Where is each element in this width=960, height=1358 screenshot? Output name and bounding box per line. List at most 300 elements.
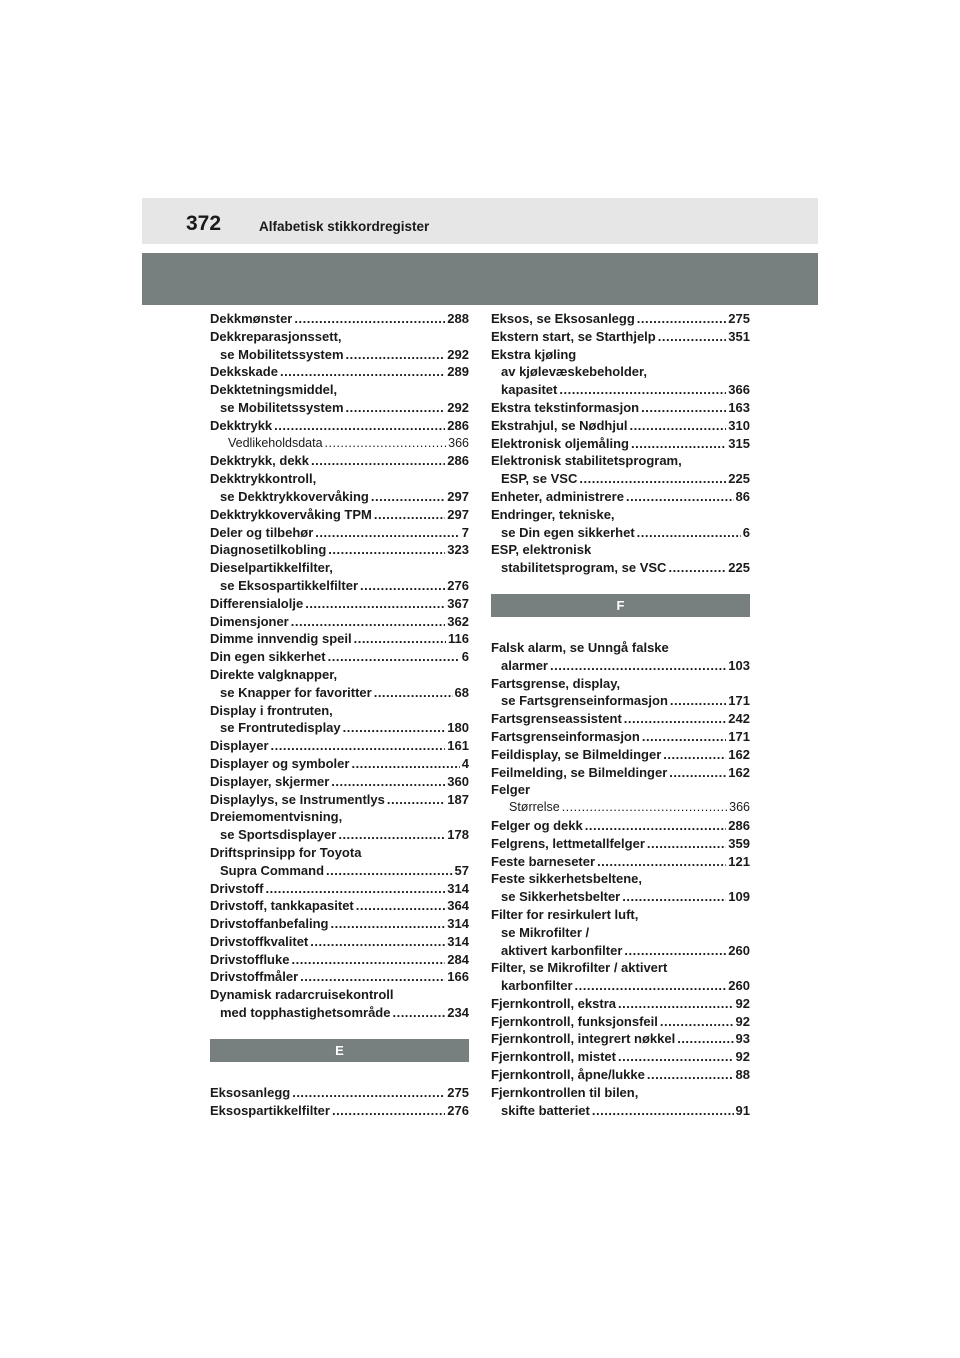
entry-line	[491, 746, 750, 764]
index-entry	[491, 506, 750, 542]
section-banner	[142, 253, 818, 305]
dot-leader	[346, 399, 446, 417]
entry-line	[210, 933, 469, 951]
dot-leader	[274, 417, 445, 435]
sub-entry-line	[491, 799, 750, 817]
page-reference[interactable]: 359	[728, 835, 750, 851]
index-entry	[210, 470, 469, 506]
section-header-f: F	[491, 594, 750, 617]
entry-line	[210, 488, 469, 506]
entry-line	[210, 1084, 469, 1102]
entry-line	[210, 452, 469, 470]
index-entry	[491, 488, 750, 506]
entry-line	[491, 417, 750, 435]
index-entry	[210, 933, 469, 951]
entry-line	[491, 942, 750, 960]
dot-leader	[647, 835, 726, 853]
index-entry	[491, 310, 750, 328]
index-entry	[210, 666, 469, 702]
entry-heading-line: Direkte valgknapper,	[210, 666, 338, 682]
entry-text: karbonfilter	[501, 978, 573, 994]
dot-leader	[559, 381, 726, 399]
dot-leader	[668, 559, 726, 577]
entry-line	[491, 1102, 750, 1120]
entry-line	[210, 524, 469, 542]
entry-text: Dimensjoner	[210, 613, 289, 629]
entry-line	[491, 524, 750, 542]
entry-line	[210, 1004, 469, 1022]
page-reference[interactable]: 234	[447, 1005, 469, 1021]
page-reference[interactable]: 367	[447, 595, 469, 611]
dot-leader	[392, 1004, 445, 1022]
dot-leader	[374, 506, 445, 524]
page-reference[interactable]: 288	[447, 311, 469, 326]
page-reference[interactable]: 4	[461, 755, 469, 771]
index-entry	[210, 524, 469, 542]
index-entry	[491, 1084, 750, 1120]
entry-text: Ekstrahjul, se Nødhjul	[491, 417, 628, 433]
dot-leader	[343, 719, 446, 737]
entry-line	[210, 506, 469, 524]
index-entry	[210, 541, 469, 559]
page-reference[interactable]: 180	[447, 720, 469, 736]
dot-leader	[300, 968, 445, 986]
dot-leader	[624, 710, 727, 728]
dot-leader	[271, 737, 446, 755]
entry-heading-line: Ekstra kjøling	[491, 346, 577, 362]
index-entry	[210, 880, 469, 898]
page-reference[interactable]: 57	[454, 862, 469, 878]
entry-line	[210, 613, 469, 631]
page-reference[interactable]: 366	[448, 435, 469, 450]
index-entry	[491, 417, 750, 435]
page-reference[interactable]: 314	[447, 880, 469, 896]
index-entry	[210, 915, 469, 933]
entry-line	[210, 897, 469, 915]
page-reference[interactable]: 275	[728, 311, 750, 326]
page-reference[interactable]: 351	[728, 328, 750, 344]
dot-leader	[265, 880, 445, 898]
entry-heading-line: Fartsgrense, display,	[491, 675, 621, 691]
page-number: 372	[186, 212, 222, 235]
index-entry	[491, 870, 750, 906]
entry-line	[210, 791, 469, 809]
entry-text: se Dekktrykkovervåking	[220, 488, 369, 504]
index-entry	[491, 1048, 750, 1066]
entry-text: Dekktrykk, dekk	[210, 453, 310, 469]
index-entry	[491, 995, 750, 1013]
page-reference[interactable]: 276	[447, 1102, 469, 1118]
page-reference[interactable]: 121	[728, 853, 750, 869]
index-entry	[491, 728, 750, 746]
entry-heading-line: Dieselpartikkelfilter,	[210, 560, 333, 576]
entry-line	[210, 684, 469, 702]
page-reference[interactable]: 171	[728, 693, 750, 709]
entry-line	[491, 995, 750, 1013]
entry-text: ESP, se VSC	[501, 471, 578, 487]
entry-line	[210, 310, 469, 328]
entry-heading-line: Dekktetningsmiddel,	[210, 382, 338, 398]
entry-text: Fjernkontroll, integrert nøkkel	[491, 1031, 676, 1047]
page-reference[interactable]: 92	[735, 995, 750, 1011]
entry-line	[491, 328, 750, 346]
entry-text: Fjernkontroll, funksjonsfeil	[491, 1013, 658, 1029]
index-entry	[491, 435, 750, 453]
index-entry	[491, 399, 750, 417]
page-reference[interactable]: 286	[447, 453, 469, 469]
entry-text: Ekstern start, se Starthjelp	[491, 328, 656, 344]
dot-leader	[624, 942, 726, 960]
index-entry	[491, 781, 750, 817]
entry-line	[491, 399, 750, 417]
entry-text: Dekkmønster	[210, 311, 293, 326]
index-column-right	[491, 310, 750, 1119]
page-reference[interactable]: 166	[447, 969, 469, 985]
page-reference[interactable]: 260	[728, 942, 750, 958]
dot-leader	[387, 791, 445, 809]
entry-text: alarmer	[501, 657, 548, 673]
index-entry	[491, 817, 750, 835]
dot-leader	[371, 488, 445, 506]
page-reference[interactable]: 68	[454, 684, 469, 700]
index-entry	[491, 1013, 750, 1031]
entry-text: Drivstoff	[210, 880, 264, 896]
entry-line	[210, 915, 469, 933]
entry-text: skifte batteriet	[501, 1102, 590, 1118]
entry-text: Eksospartikkelfilter	[210, 1102, 330, 1118]
entry-text: Drivstoff, tankkapasitet	[210, 898, 354, 914]
page-reference[interactable]: 323	[447, 542, 469, 558]
entry-text: Fartsgrenseinformasjon	[491, 728, 640, 744]
entry-heading-line: Dekkreparasjonssett,	[210, 328, 342, 344]
index-entry	[491, 764, 750, 782]
section-header-e: E	[210, 1039, 469, 1062]
page-reference[interactable]: 162	[728, 746, 750, 762]
index-entry	[210, 417, 469, 453]
index-entry	[210, 755, 469, 773]
entry-line	[491, 1066, 750, 1084]
dot-leader	[630, 417, 727, 435]
index-entry	[491, 710, 750, 728]
entry-line	[491, 888, 750, 906]
dot-leader	[360, 577, 445, 595]
dot-leader	[592, 1102, 734, 1120]
entry-line	[491, 728, 750, 746]
entry-line	[210, 577, 469, 595]
entry-text: Fartsgrenseassistent	[491, 711, 622, 727]
entry-text: kapasitet	[501, 382, 558, 398]
page-reference[interactable]: 178	[447, 827, 469, 843]
page-reference[interactable]: 225	[728, 471, 750, 487]
index-entry	[491, 853, 750, 871]
dot-leader	[631, 435, 726, 453]
page-reference[interactable]: 314	[447, 933, 469, 949]
page-reference[interactable]: 86	[735, 488, 750, 504]
page-reference[interactable]: 163	[728, 399, 750, 415]
index-entry	[210, 363, 469, 381]
entry-line	[210, 648, 469, 666]
entry-heading-line: Driftsprinsipp for Toyota	[210, 844, 362, 860]
entry-text: Dimme innvendig speil	[210, 631, 352, 647]
entry-text: Felger og dekk	[491, 817, 583, 833]
entry-line	[210, 417, 469, 435]
index-entry	[491, 639, 750, 675]
entry-text: Drivstoffkvalitet	[210, 933, 309, 949]
dot-leader	[291, 613, 446, 631]
index-entry	[210, 648, 469, 666]
entry-heading-line: se Mikrofilter /	[501, 924, 590, 940]
entry-heading-line: Elektronisk stabilitetsprogram,	[491, 453, 682, 469]
entry-text: stabilitetsprogram, se VSC	[501, 560, 667, 576]
page-reference[interactable]: 292	[447, 399, 469, 415]
page-reference[interactable]: 187	[447, 791, 469, 807]
dot-leader	[325, 435, 447, 453]
index-entry	[210, 310, 469, 328]
entry-line	[491, 1048, 750, 1066]
entry-heading-line: Filter for resirkulert luft,	[491, 906, 639, 922]
page-reference[interactable]: 103	[728, 657, 750, 673]
index-entry	[210, 630, 469, 648]
index-entry	[210, 968, 469, 986]
dot-leader	[670, 692, 726, 710]
sub-entry-text: Vedlikeholdsdata	[228, 435, 323, 450]
entry-text: Fjernkontroll, ekstra	[491, 995, 616, 1011]
dot-leader	[305, 595, 445, 613]
page-reference[interactable]: 297	[447, 488, 469, 504]
entry-text: Dekktrykkovervåking TPM	[210, 506, 372, 522]
entry-line	[491, 310, 750, 328]
entry-text: Feste barneseter	[491, 853, 596, 869]
dot-leader	[677, 1030, 733, 1048]
page-reference[interactable]: 289	[447, 364, 469, 380]
dot-leader	[294, 310, 445, 328]
entry-line	[210, 880, 469, 898]
entry-list-f	[491, 639, 750, 1120]
page-reference[interactable]: 364	[447, 898, 469, 914]
entry-text: Ekstra tekstinformasjon	[491, 399, 640, 415]
page-title: Alfabetisk stikkordregister	[259, 219, 430, 234]
index-entry	[491, 959, 750, 995]
index-entry	[210, 1102, 469, 1120]
entry-text: Displayer og symboler	[210, 755, 350, 771]
dot-leader	[641, 399, 726, 417]
index-entry	[210, 986, 469, 1022]
entry-text: Displayer, skjermer	[210, 773, 330, 789]
entry-line	[491, 764, 750, 782]
entry-heading-line: av kjølevæskebeholder,	[501, 364, 647, 380]
entry-line	[491, 1013, 750, 1031]
dot-leader	[292, 1084, 445, 1102]
index-entry	[491, 1066, 750, 1084]
entry-text: Feildisplay, se Bilmeldinger	[491, 746, 662, 762]
page-reference[interactable]: 297	[447, 506, 469, 522]
dot-leader	[622, 888, 726, 906]
entry-line	[210, 595, 469, 613]
page-reference[interactable]: 161	[447, 738, 469, 754]
page-reference[interactable]: 109	[728, 889, 750, 905]
entry-text: Drivstoffanbefaling	[210, 916, 329, 932]
entry-text: Deler og tilbehør	[210, 524, 314, 540]
entry-text: Differensialolje	[210, 595, 304, 611]
entry-text: se Din egen sikkerhet	[501, 524, 635, 540]
page-reference[interactable]: 310	[728, 417, 750, 433]
entry-line	[210, 755, 469, 773]
entry-line	[210, 826, 469, 844]
dot-leader	[562, 799, 727, 817]
page-reference[interactable]: 286	[447, 417, 469, 433]
entry-text: se Mobilitetssystem	[220, 346, 344, 362]
page-reference[interactable]: 260	[728, 978, 750, 994]
index-entry	[210, 773, 469, 791]
index-entry	[210, 381, 469, 417]
index-entry	[210, 702, 469, 738]
page-reference[interactable]: 116	[448, 631, 469, 647]
entry-line	[491, 977, 750, 995]
dot-leader	[354, 630, 446, 648]
index-entry	[491, 541, 750, 577]
page-reference[interactable]: 162	[728, 764, 750, 780]
index-entry	[210, 737, 469, 755]
entry-text: Elektronisk oljemåling	[491, 435, 629, 451]
entry-line	[491, 817, 750, 835]
dot-leader	[663, 746, 726, 764]
entry-heading-line: Display i frontruten,	[210, 702, 333, 718]
dot-leader	[331, 773, 445, 791]
page-reference[interactable]: 286	[728, 817, 750, 833]
page-reference[interactable]: 315	[728, 435, 750, 451]
dot-leader	[618, 1048, 734, 1066]
page-reference[interactable]: 314	[447, 916, 469, 932]
entry-line	[491, 488, 750, 506]
entry-line	[491, 853, 750, 871]
entry-line	[210, 951, 469, 969]
index-entry	[210, 595, 469, 613]
entry-text: aktivert karbonfilter	[501, 942, 623, 958]
entry-text: Eksosanlegg	[210, 1084, 291, 1100]
entry-heading-line: Fjernkontrollen til bilen,	[491, 1084, 639, 1100]
page-reference[interactable]: 171	[728, 728, 750, 744]
index-entry	[491, 746, 750, 764]
index-entry	[210, 951, 469, 969]
page-reference[interactable]: 366	[729, 800, 750, 815]
sub-entry-line	[210, 435, 469, 453]
page-reference[interactable]: 6	[461, 649, 469, 665]
entry-heading-line: Feste sikkerhetsbeltene,	[491, 871, 643, 887]
page-reference[interactable]: 360	[447, 773, 469, 789]
entry-line	[210, 862, 469, 880]
dot-leader	[637, 310, 727, 328]
dot-leader	[280, 363, 445, 381]
page-reference[interactable]: 91	[735, 1102, 750, 1118]
entry-line	[210, 630, 469, 648]
entry-text: Din egen sikkerhet	[210, 649, 326, 665]
index-entry	[491, 1030, 750, 1048]
entry-line	[210, 346, 469, 364]
entry-heading-line: Filter, se Mikrofilter / aktivert	[491, 960, 668, 976]
entry-text: se Knapper for favoritter	[220, 684, 372, 700]
entry-text: se Eksospartikkelfilter	[220, 577, 359, 593]
entry-text: Dekkskade	[210, 364, 278, 380]
index-entry	[210, 559, 469, 595]
index-entry	[491, 346, 750, 399]
page-reference[interactable]: 292	[447, 346, 469, 362]
page-reference[interactable]: 6	[742, 524, 750, 540]
dot-leader	[647, 1066, 734, 1084]
entry-heading-line: Falsk alarm, se Unngå falske	[491, 639, 669, 655]
entry-line	[210, 968, 469, 986]
entry-heading-line: ESP, elektronisk	[491, 542, 592, 558]
index-entry	[210, 791, 469, 809]
entry-text: Dekktrykk	[210, 417, 273, 433]
dot-leader	[669, 764, 726, 782]
page-reference[interactable]: 242	[728, 711, 750, 727]
page-reference[interactable]: 366	[728, 382, 750, 398]
index-entry	[210, 808, 469, 844]
entry-line	[491, 381, 750, 399]
dot-leader	[660, 1013, 734, 1031]
entry-line	[491, 657, 750, 675]
index-entry	[491, 675, 750, 711]
dot-leader	[310, 933, 445, 951]
dot-leader	[328, 541, 445, 559]
index-entry	[210, 844, 469, 880]
dot-leader	[328, 648, 460, 666]
entry-text: Fjernkontroll, åpne/lukke	[491, 1067, 645, 1083]
entry-text: se Fartsgrenseinformasjon	[501, 693, 668, 709]
entry-line	[210, 1102, 469, 1120]
entry-heading-line: Felger	[491, 782, 531, 798]
entry-text: se Sikkerhetsbelter	[501, 889, 621, 905]
dot-leader	[637, 524, 741, 542]
index-entry	[491, 906, 750, 959]
page-reference[interactable]: 225	[728, 560, 750, 576]
entry-line	[210, 719, 469, 737]
page-reference[interactable]: 92	[735, 1049, 750, 1065]
entry-line	[210, 737, 469, 755]
entry-line	[491, 692, 750, 710]
entry-line	[491, 470, 750, 488]
dot-leader	[311, 452, 445, 470]
index-column-left	[210, 310, 469, 1119]
entry-line	[210, 541, 469, 559]
dot-leader	[330, 915, 445, 933]
entry-heading-line: Dreiemomentvisning,	[210, 809, 343, 825]
entry-text: Eksos, se Eksosanlegg	[491, 311, 635, 326]
page-reference[interactable]: 284	[447, 951, 469, 967]
dot-leader	[351, 755, 459, 773]
page-reference[interactable]: 88	[735, 1067, 750, 1083]
page-reference[interactable]: 92	[735, 1013, 750, 1029]
page-reference[interactable]: 7	[461, 524, 469, 540]
entry-text: Felgrens, lettmetallfelger	[491, 835, 645, 851]
entry-line	[210, 363, 469, 381]
entry-text: Displayer	[210, 738, 269, 754]
page-reference[interactable]: 276	[447, 577, 469, 593]
dot-leader	[550, 657, 726, 675]
dot-leader	[658, 328, 727, 346]
entry-heading-line: Dekktrykkontroll,	[210, 471, 317, 487]
page-reference[interactable]: 362	[447, 613, 469, 629]
dot-leader	[346, 346, 446, 364]
page-reference[interactable]: 93	[735, 1031, 750, 1047]
entry-text: Displaylys, se Instrumentlys	[210, 791, 385, 807]
dot-leader	[374, 684, 453, 702]
dot-leader	[585, 817, 727, 835]
dot-leader	[315, 524, 459, 542]
entry-text: Feilmelding, se Bilmeldinger	[491, 764, 668, 780]
page-reference[interactable]: 275	[447, 1084, 469, 1100]
entry-line	[491, 710, 750, 728]
